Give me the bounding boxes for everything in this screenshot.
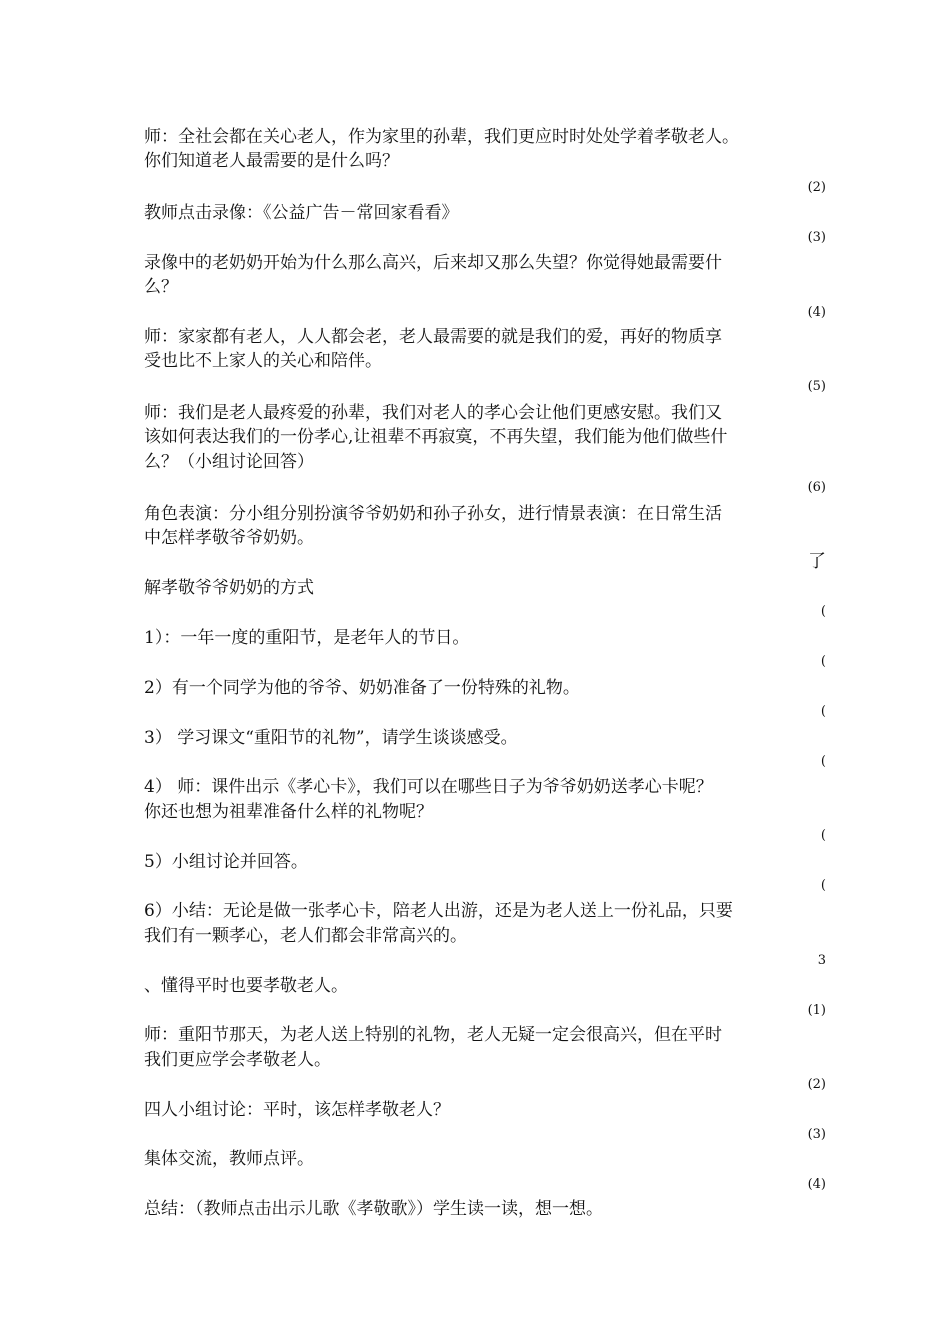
- paragraph-line: 师：重阳节那天，为老人送上特别的礼物，老人无疑一定会很高兴，但在平时: [144, 1025, 722, 1045]
- paragraph-line: 总结：（教师点击出示儿歌《孝敬歌》）学生读一读，想一想。: [144, 1199, 603, 1219]
- paragraph-line: 录像中的老奶奶开始为什么那么高兴，后来却又那么失望？你觉得她最需要什: [144, 253, 722, 273]
- paragraph-line: 师：我们是老人最疼爱的孙辈，我们对老人的孝心会让他们更感安慰。我们又: [144, 403, 722, 423]
- item-number: (2): [807, 180, 826, 195]
- item-number: (5): [807, 379, 826, 394]
- item-number: (: [820, 704, 826, 719]
- paragraph-line: 该如何表达我们的一份孝心,让祖辈不再寂寞，不再失望，我们能为他们做些什: [144, 427, 728, 447]
- item-number: (3): [807, 230, 826, 245]
- item-number: 了: [808, 551, 826, 572]
- item-number: (1): [807, 1003, 826, 1018]
- paragraph-line: 我们更应学会孝敬老人。: [144, 1050, 331, 1070]
- paragraph-line: 2）有一个同学为他的爷爷、奶奶准备了一份特殊的礼物。: [144, 678, 580, 698]
- paragraph-line: 么？（小组讨论回答）: [144, 452, 314, 472]
- paragraph-line: 集体交流，教师点评。: [144, 1149, 314, 1169]
- item-number: (: [820, 654, 826, 669]
- item-number: (2): [807, 1077, 826, 1092]
- paragraph-line: 你们知道老人最需要的是什么吗？: [144, 151, 399, 171]
- paragraph-line: 么？: [144, 277, 178, 297]
- paragraph-line: 5）小组讨论并回答。: [144, 852, 308, 872]
- item-number: (: [820, 604, 826, 619]
- paragraph-line: 1）：一年一度的重阳节，是老年人的节日。: [144, 628, 470, 648]
- item-number: (: [820, 754, 826, 769]
- item-number: (4): [807, 305, 826, 320]
- paragraph-line: 师：全社会都在关心老人，作为家里的孙辈，我们更应时时处处学着孝敬老人。: [144, 127, 739, 147]
- paragraph-line: 我们有一颗孝心，老人们都会非常高兴的。: [144, 926, 467, 946]
- paragraph-line: 6）小结：无论是做一张孝心卡，陪老人出游，还是为老人送上一份礼品，只要: [144, 901, 733, 921]
- paragraph-line: 师：家家都有老人，人人都会老，老人最需要的就是我们的爱，再好的物质享: [144, 327, 722, 347]
- item-number: (6): [807, 480, 826, 495]
- paragraph-line: 、懂得平时也要孝敬老人。: [144, 976, 348, 996]
- paragraph-line: 3） 学习课文“重阳节的礼物”，请学生谈谈感受。: [144, 728, 518, 748]
- paragraph-line: 解孝敬爷爷奶奶的方式: [144, 578, 314, 598]
- paragraph-line: 四人小组讨论：平时，该怎样孝敬老人？: [144, 1100, 450, 1120]
- item-number: 3: [817, 953, 826, 968]
- paragraph-line: 4） 师：课件出示《孝心卡》，我们可以在哪些日子为爷爷奶奶送孝心卡呢？: [144, 777, 713, 797]
- paragraph-line: 受也比不上家人的关心和陪伴。: [144, 351, 382, 371]
- paragraph-line: 你还也想为祖辈准备什么样的礼物呢？: [144, 802, 433, 822]
- item-number: (3): [807, 1127, 826, 1142]
- paragraph-line: 角色表演：分小组分别扮演爷爷奶奶和孙子孙女，进行情景表演：在日常生活: [144, 504, 722, 524]
- paragraph-line: 中怎样孝敬爷爷奶奶。: [144, 528, 314, 548]
- item-number: (: [820, 878, 826, 893]
- paragraph-line: 教师点击录像：《公益广告－常回家看看》: [144, 203, 459, 223]
- item-number: (4): [807, 1177, 826, 1192]
- item-number: (: [820, 828, 826, 843]
